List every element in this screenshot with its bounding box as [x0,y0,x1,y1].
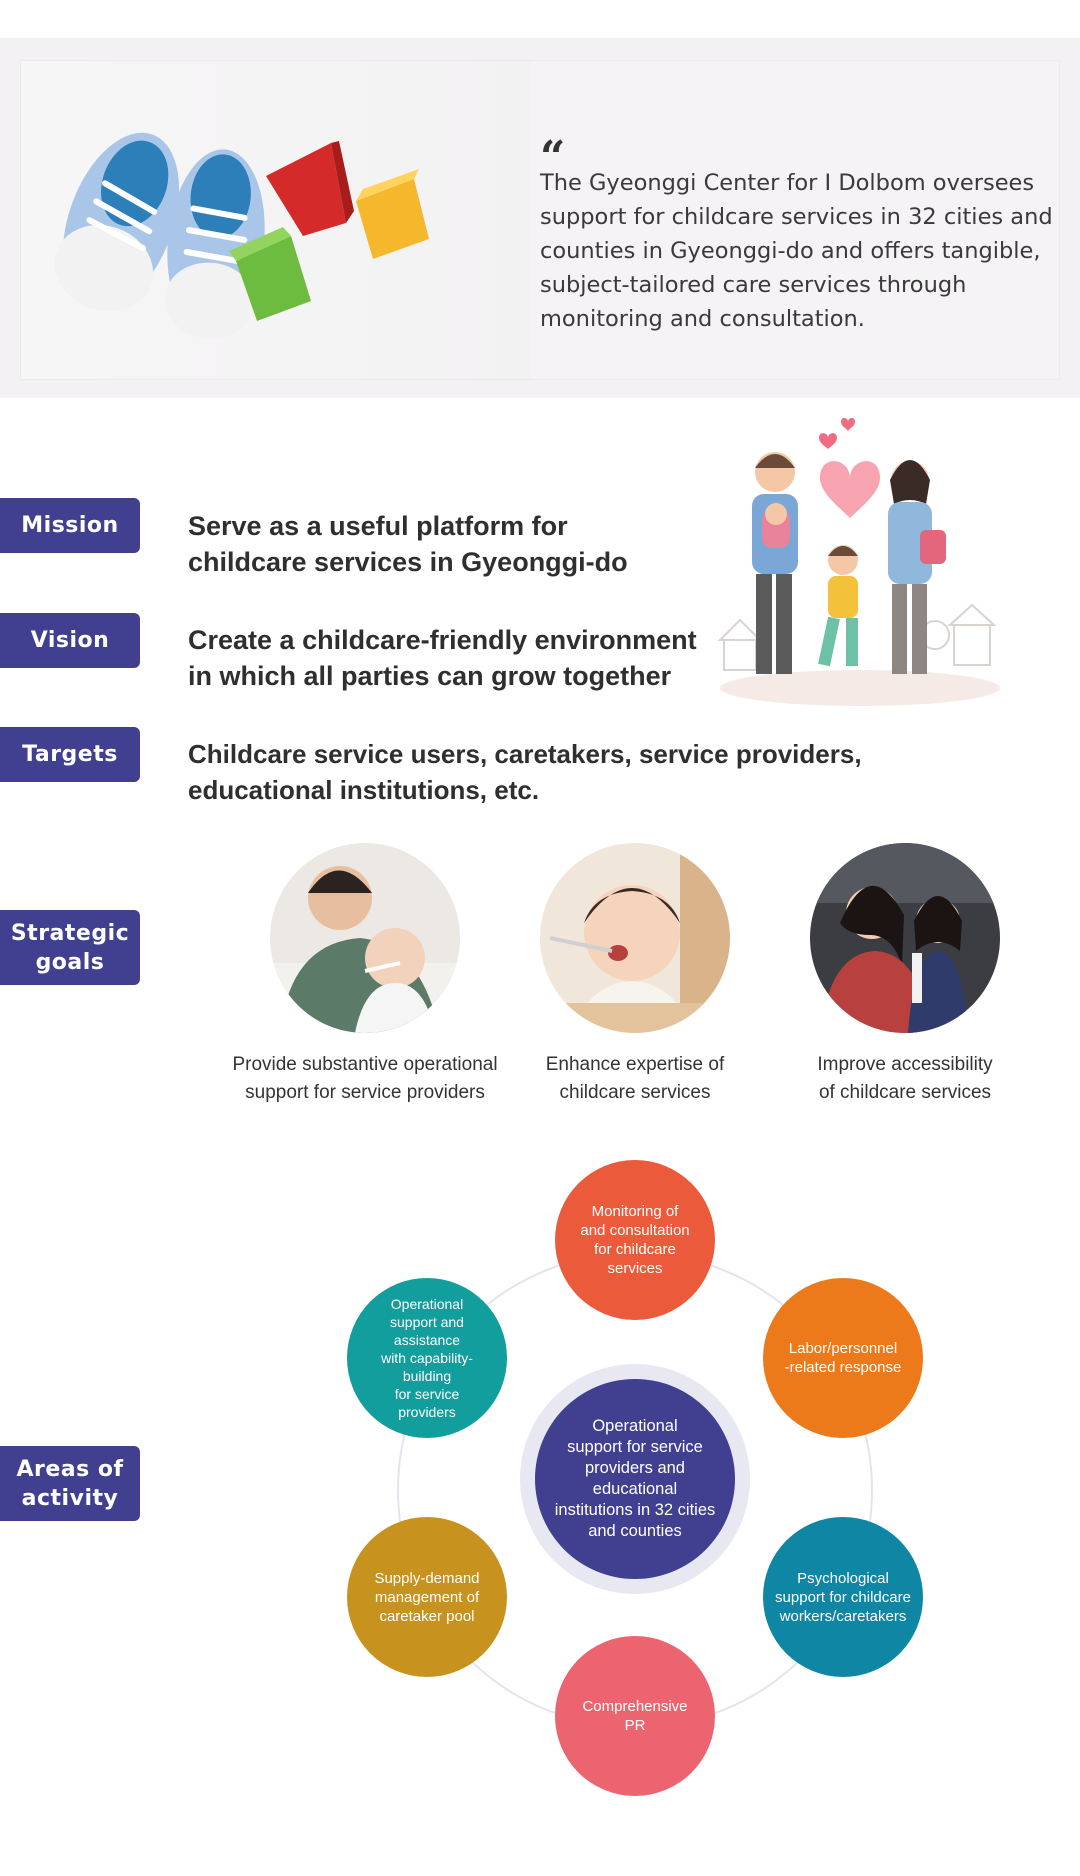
areas-of-activity-label [0,1446,140,1521]
baby-shoes-blocks-image [21,61,531,379]
node-line: Psychological [797,1569,889,1587]
targets-line-1: Childcare service users, caretakers, service providers, [188,739,862,769]
activity-center-circle [535,1379,735,1579]
node-line: Operational [390,1296,464,1312]
node-line: PR [624,1717,646,1734]
goal-item [765,843,1045,1107]
node-line: support and assistance [390,1314,464,1348]
center-line: and counties [588,1522,682,1540]
node-line: Monitoring of [591,1203,679,1220]
goal-caption-line-2: of childcare services [818,1082,992,1103]
activity-node-supply-demand [347,1517,507,1677]
goal-item [225,843,505,1107]
targets-label: Targets [0,727,140,782]
node-line: services [607,1260,663,1277]
activity-node-labor-response [763,1278,923,1438]
node-line: with capability-building [381,1350,473,1384]
strategic-goals-label-line-2: goals [35,949,105,975]
node-line: for service [394,1386,460,1402]
mission-statement [188,508,628,580]
node-line: caretaker pool [379,1607,475,1625]
goal-caption-line-2: childcare services [559,1082,711,1103]
goal-caption-line-1: Improve accessibility [817,1054,993,1075]
goal-caption-line-1: Provide substantive operational [232,1054,498,1075]
baby-eating-photo [540,843,730,1033]
activity-node-operational-support [347,1278,507,1438]
goal-caption [495,1051,775,1107]
hero-banner [0,38,1080,398]
node-line: management of [374,1588,480,1606]
goal-caption [765,1051,1045,1107]
node-line: Labor/personnel [788,1340,898,1357]
strategic-goals-label [0,910,140,985]
center-line: providers and educational [585,1459,685,1498]
node-line: providers [398,1404,456,1420]
mission-line-1: Serve as a useful platform for [188,511,568,541]
goal-caption [225,1051,505,1107]
father-feeding-baby-photo [270,843,460,1033]
goal-item [495,843,775,1107]
activity-node-psychological-support [763,1517,923,1677]
mother-and-daughter-photo [810,843,1000,1033]
center-line: institutions in 32 cities [554,1501,716,1519]
center-line: support for service [567,1438,703,1456]
areas-of-activity-label-line-2: activity [21,1485,119,1511]
center-line: Operational [592,1417,678,1435]
strategic-goals-label-line-1: Strategic [10,920,130,946]
targets-statement [188,736,862,808]
vision-statement [188,622,697,694]
node-line: for childcare [594,1241,676,1258]
quote-mark-icon: “ [540,132,566,183]
node-line: Comprehensive [582,1698,688,1715]
family-illustration [700,410,1010,710]
vision-line-1: Create a childcare-friendly environment [188,625,697,655]
vision-line-2: in which all parties can grow together [188,661,672,691]
activity-node-monitoring [555,1160,715,1320]
goal-caption-line-1: Enhance expertise of [545,1054,725,1075]
node-line: Supply-demand [374,1569,480,1587]
vision-label: Vision [0,613,140,668]
node-line: support for childcare [775,1588,911,1606]
mission-label: Mission [0,498,140,553]
mission-line-2: childcare services in Gyeonggi-do [188,547,628,577]
activity-node-comprehensive-pr [555,1636,715,1796]
node-line: -related response [784,1359,902,1376]
targets-line-2: educational institutions, etc. [188,775,540,805]
goal-caption-line-2: support for service providers [245,1082,485,1103]
areas-of-activity-label-line-1: Areas of [16,1456,124,1482]
hero-quote-text: The Gyeonggi Center for I Dolbom oversees support for childcare services in 32 cities and counties in Gyeonggi-do and offers tangible, subject-tailored care services through monitoring and consultation. [540,170,1053,332]
node-line: and consultation [580,1222,690,1239]
node-line: workers/caretakers [779,1607,907,1625]
